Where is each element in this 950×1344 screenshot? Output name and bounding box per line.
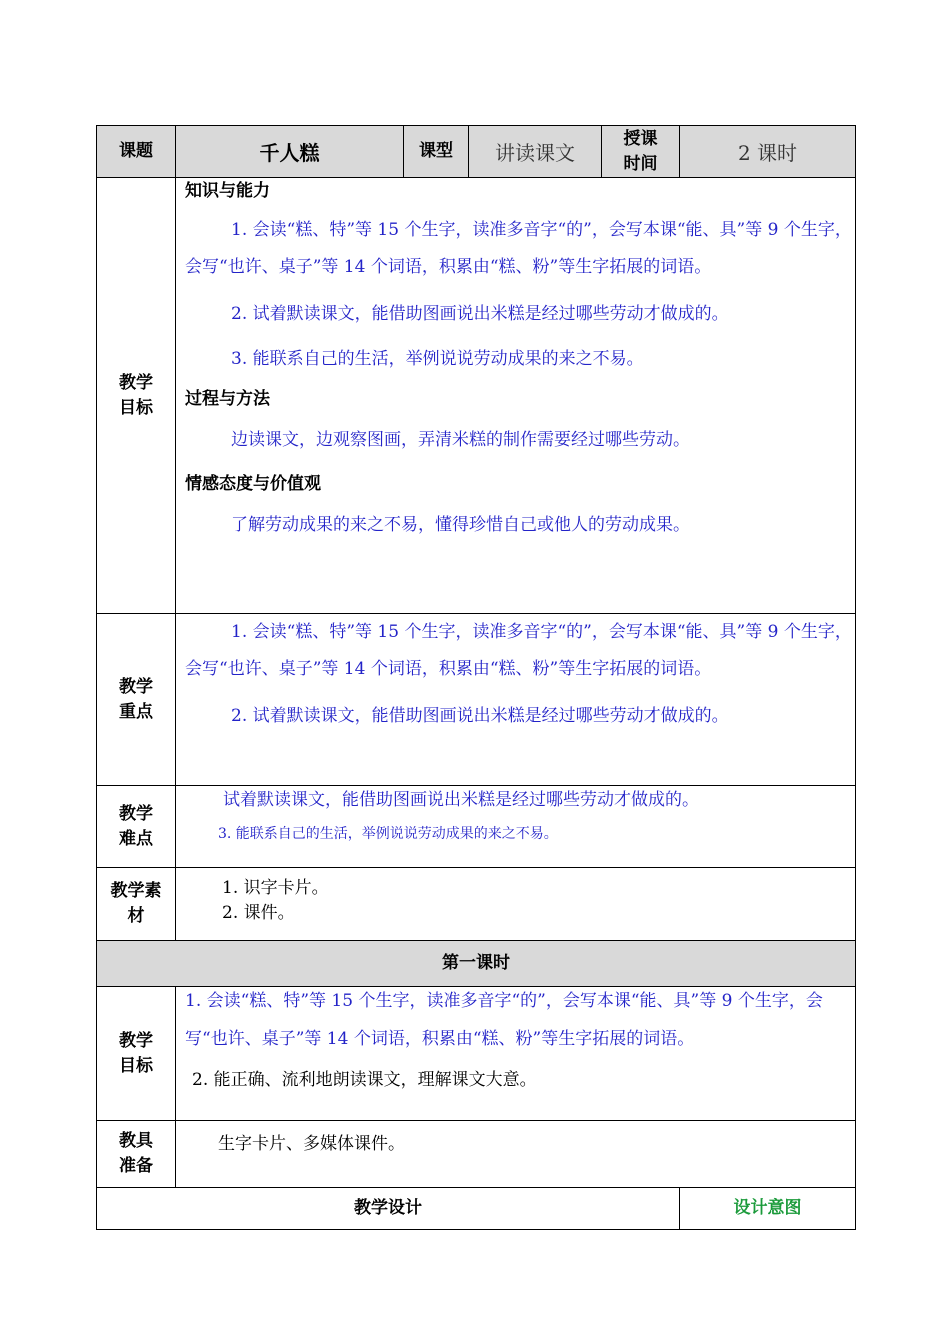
key-points-label xyxy=(97,614,176,786)
materials-content xyxy=(176,868,856,941)
tools-label xyxy=(97,1121,176,1188)
process-text: 边读课文，边观察图画，弄清米糕的制作需要经过哪些劳动。 xyxy=(231,430,690,450)
first-lesson-objective-2: 2. 能正确、流利地朗读课文，理解课文大意。 xyxy=(192,1070,537,1090)
difficulties-label-line1: 教学 xyxy=(119,803,153,824)
emotion-heading: 情感态度与价值观 xyxy=(185,474,321,494)
material-1: 1. 识字卡片。 xyxy=(222,878,329,898)
first-lesson-title-row xyxy=(97,941,856,987)
difficulties-label-line2: 难点 xyxy=(119,828,153,849)
key-point-2: 2. 试着默读课文，能借助图画说出米糕是经过哪些劳动才做成的。 xyxy=(231,706,729,726)
materials-label-line2: 材 xyxy=(127,906,145,926)
type-label: 课型 xyxy=(404,126,469,178)
objectives-content xyxy=(176,178,856,614)
tools-label-line1: 教具 xyxy=(119,1131,153,1151)
knowledge-item-3: 3. 能联系自己的生活，举例说说劳动成果的来之不易。 xyxy=(231,349,644,369)
tools-row xyxy=(97,1121,856,1188)
key-points-content xyxy=(176,614,856,786)
first-lesson-objectives-content xyxy=(176,987,856,1121)
objectives-row xyxy=(97,178,856,614)
materials-label xyxy=(97,868,176,941)
first-lesson-objectives-label xyxy=(97,987,176,1121)
materials-row xyxy=(97,868,856,941)
design-label: 教学设计 xyxy=(97,1188,680,1230)
key-point-1: 1. 会读“糕、特”等 15 个生字，读准多音字“的”，会写本课“能、具”等 9 个生字，会写“也许、桌子”等 14 个词语，积累由“糕、粉”等生字拓展的词语。 xyxy=(185,622,852,679)
topic-label: 课题 xyxy=(97,126,176,178)
lesson-plan-table xyxy=(96,125,856,1230)
header-row xyxy=(97,126,856,178)
process-heading: 过程与方法 xyxy=(185,389,270,409)
time-label xyxy=(602,126,680,178)
time-label-line2: 时间 xyxy=(623,153,658,174)
first-lesson-objective-1: 1. 会读“糕、特”等 15 个生字，读准多音字“的”，会写本课“能、具”等 9 个生字，会写“也许、桌子”等 14 个词语，积累由“糕、粉”等生字拓展的词语。 xyxy=(185,991,823,1049)
objectives-label-line2: 目标 xyxy=(119,397,153,418)
key-points-label-line2: 重点 xyxy=(119,701,153,722)
type-value: 讲读课文 xyxy=(469,126,602,178)
knowledge-item-2: 2. 试着默读课文，能借助图画说出米糕是经过哪些劳动才做成的。 xyxy=(231,304,729,324)
emotion-text: 了解劳动成果的来之不易，懂得珍惜自己或他人的劳动成果。 xyxy=(231,515,690,535)
knowledge-item-1: 1. 会读“糕、特”等 15 个生字，读准多音字“的”，会写本课“能、具”等 9 个生字，会写“也许、桌子”等 14 个词语，积累由“糕、粉”等生字拓展的词语。 xyxy=(185,220,852,277)
topic-value: 千人糕 xyxy=(176,126,404,178)
first-lesson-objectives-row xyxy=(97,987,856,1121)
objectives-label-line1: 教学 xyxy=(119,372,153,393)
difficulty-2: 3. 能联系自己的生活，举例说说劳动成果的来之不易。 xyxy=(218,826,558,842)
difficulty-1: 试着默读课文，能借助图画说出米糕是经过哪些劳动才做成的。 xyxy=(223,790,699,810)
intent-label: 设计意图 xyxy=(680,1188,856,1230)
first-lesson-objectives-label-line1: 教学 xyxy=(119,1030,153,1051)
difficulties-row xyxy=(97,786,856,868)
time-label-line1: 授课 xyxy=(623,128,658,149)
difficulties-content xyxy=(176,786,856,868)
time-value: 2 课时 xyxy=(680,126,856,178)
difficulties-label xyxy=(97,786,176,868)
material-2: 2. 课件。 xyxy=(222,903,295,923)
first-lesson-title: 第一课时 xyxy=(97,941,856,987)
objectives-label xyxy=(97,178,176,614)
first-lesson-objectives-label-line2: 目标 xyxy=(119,1055,153,1076)
tools-content xyxy=(176,1121,856,1188)
tools-label-line2: 准备 xyxy=(119,1156,153,1176)
tools-value: 生字卡片、多媒体课件。 xyxy=(218,1134,405,1154)
key-points-label-line1: 教学 xyxy=(119,676,153,697)
knowledge-heading: 知识与能力 xyxy=(185,181,270,201)
key-points-row xyxy=(97,614,856,786)
materials-label-line1: 教学素 xyxy=(110,881,162,901)
footer-row xyxy=(97,1188,856,1230)
